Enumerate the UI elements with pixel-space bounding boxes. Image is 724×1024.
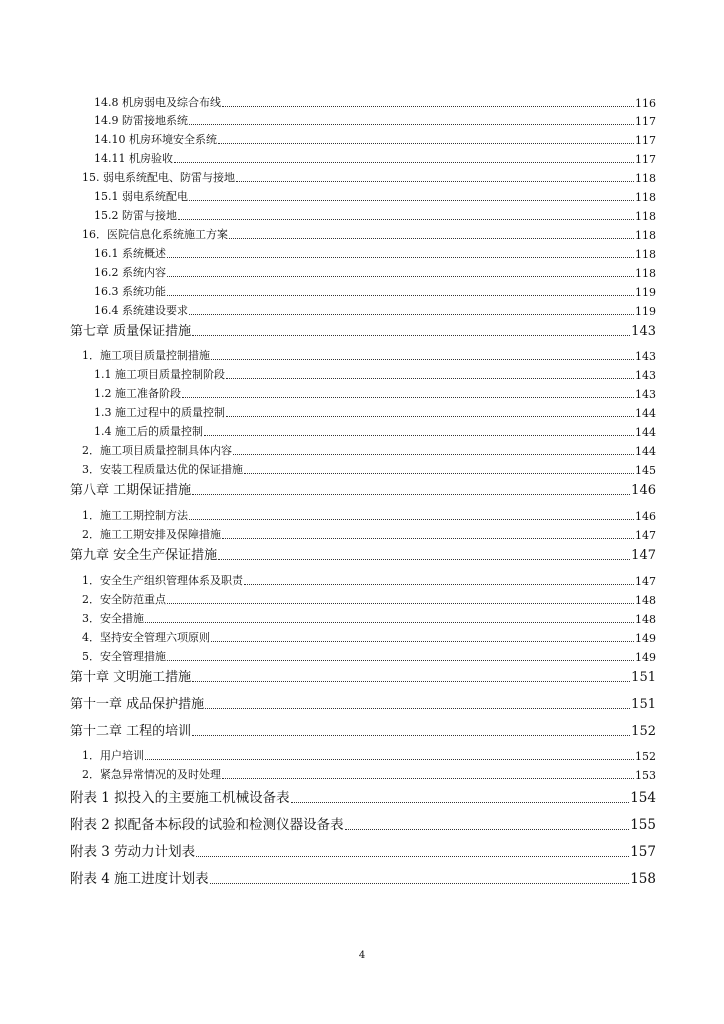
toc-entry[interactable] [94, 283, 656, 299]
toc-entry-title: 1.4 施工后的质量控制 [94, 425, 203, 438]
toc-entry[interactable] [70, 867, 656, 887]
toc-entry[interactable] [82, 591, 656, 607]
toc-entry-page: 118 [635, 267, 656, 280]
leader-dots [167, 257, 634, 258]
toc-entry-title: 14.9 防雷接地系统 [94, 114, 188, 127]
toc-entry-title: 第十二章 工程的培训 [70, 724, 192, 739]
leader-dots [192, 681, 630, 682]
toc-entry[interactable] [94, 112, 656, 128]
toc-entry[interactable] [70, 840, 656, 860]
toc-entry-title: 第八章 工期保证措施 [70, 483, 192, 498]
leader-dots [244, 473, 634, 474]
leader-dots [345, 829, 630, 830]
leader-dots [222, 106, 634, 107]
toc-entry-page: 118 [635, 172, 656, 185]
toc-entry[interactable] [82, 526, 656, 542]
leader-dots [174, 162, 634, 163]
toc-entry-page: 118 [635, 229, 656, 242]
toc-entry-page: 143 [635, 388, 656, 401]
toc-entry-title: 1.1 施工项目质量控制阶段 [94, 368, 225, 381]
toc-entry-title: 16.1 系统概述 [94, 247, 166, 260]
toc-entry[interactable] [94, 207, 656, 223]
toc-entry-page: 149 [635, 651, 656, 664]
toc-entry-page: 145 [635, 464, 656, 477]
toc-entry-title: 15.2 防雷与接地 [94, 209, 177, 222]
toc-entry[interactable] [82, 507, 656, 523]
leader-dots [229, 238, 634, 239]
toc-entry-title: 1．施工工期控制方法 [82, 509, 188, 522]
leader-dots [211, 359, 634, 360]
leader-dots [182, 397, 634, 398]
toc-entry-title: 16.3 系统功能 [94, 285, 166, 298]
toc-entry-page: 118 [635, 248, 656, 261]
toc-entry[interactable] [94, 150, 656, 166]
toc-entry-title: 附表 4 施工进度计划表 [70, 871, 209, 887]
toc-entry[interactable] [94, 188, 656, 204]
leader-dots [189, 124, 634, 125]
leader-dots [222, 538, 634, 539]
toc-entry[interactable] [82, 648, 656, 664]
leader-dots [167, 295, 634, 296]
toc-entry[interactable] [82, 461, 656, 477]
toc-entry-page: 144 [635, 407, 656, 420]
leader-dots [192, 494, 630, 495]
leader-dots [167, 603, 634, 604]
toc-entry-page: 144 [635, 426, 656, 439]
toc-entry-title: 1．用户培训 [82, 749, 144, 762]
leader-dots [192, 335, 630, 336]
toc-entry[interactable] [94, 366, 656, 382]
toc-entry-title: 附表 1 拟投入的主要施工机械设备表 [70, 790, 290, 806]
toc-entry-title: 3．安全措施 [82, 612, 144, 625]
toc-entry-page: 119 [635, 305, 656, 318]
toc-entry[interactable] [82, 442, 656, 458]
leader-dots [233, 454, 634, 455]
toc-entry-page: 155 [630, 817, 656, 833]
toc-entry-page: 158 [630, 871, 656, 887]
leader-dots [167, 660, 634, 661]
toc-entry-page: 153 [635, 769, 656, 782]
toc-entry-title: 5．安全管理措施 [82, 650, 166, 663]
toc-entry[interactable] [70, 666, 656, 685]
toc-entry[interactable] [82, 169, 656, 185]
leader-dots [218, 143, 634, 144]
toc-entry-page: 147 [635, 529, 656, 542]
toc-entry-title: 第七章 质量保证措施 [70, 324, 192, 339]
toc-entry-page: 144 [635, 445, 656, 458]
toc-entry-page: 146 [631, 483, 656, 498]
toc-entry-page: 152 [635, 750, 656, 763]
toc-entry[interactable] [82, 572, 656, 588]
toc-entry-title: 3．安装工程质量达优的保证措施 [82, 463, 243, 476]
toc-entry-page: 119 [635, 286, 656, 299]
toc-entry[interactable] [82, 747, 656, 763]
toc-entry-title: 2．施工项目质量控制具体内容 [82, 444, 232, 457]
toc-entry[interactable] [70, 693, 656, 712]
toc-entry-title: 15. 弱电系统配电、防雷与接地 [82, 171, 235, 184]
toc-entry-page: 152 [631, 724, 656, 739]
toc-entry-title: 1.3 施工过程中的质量控制 [94, 406, 225, 419]
toc-entry[interactable] [70, 479, 656, 498]
leader-dots [192, 735, 630, 736]
leader-dots [178, 219, 634, 220]
toc-entry[interactable] [70, 813, 656, 833]
toc-entry[interactable] [82, 347, 656, 363]
leader-dots [189, 314, 634, 315]
leader-dots [189, 200, 634, 201]
toc-entry-title: 2．紧急异常情况的及时处理 [82, 768, 221, 781]
toc-entry[interactable] [94, 302, 656, 318]
toc-entry[interactable] [82, 766, 656, 782]
leader-dots [218, 559, 630, 560]
toc-entry-title: 附表 3 劳动力计划表 [70, 844, 196, 860]
toc-entry[interactable] [70, 320, 656, 339]
leader-dots [226, 416, 634, 417]
leader-dots [205, 708, 630, 709]
leader-dots [204, 435, 634, 436]
toc-entry-page: 143 [635, 369, 656, 382]
leader-dots [167, 276, 634, 277]
leader-dots [226, 378, 634, 379]
toc-entry-page: 157 [630, 844, 656, 860]
toc-entry-title: 4．坚持安全管理六项原则 [82, 631, 210, 644]
toc-entry-title: 14.10 机房环境安全系统 [94, 133, 217, 146]
toc-entry-page: 116 [635, 97, 656, 110]
toc-entry[interactable] [70, 720, 656, 739]
toc-entry-title: 1.2 施工准备阶段 [94, 387, 181, 400]
toc-entry[interactable] [94, 404, 656, 420]
toc-entry[interactable] [94, 245, 656, 261]
toc-entry-page: 147 [631, 548, 656, 563]
toc-entry-page: 118 [635, 210, 656, 223]
leader-dots [222, 778, 634, 779]
toc-entry-page: 147 [635, 575, 656, 588]
leader-dots [145, 759, 634, 760]
toc-entry[interactable] [94, 264, 656, 280]
toc-entry-title: 16．医院信息化系统施工方案 [82, 228, 228, 241]
toc-entry-page: 151 [631, 697, 656, 712]
toc-entry-page: 148 [635, 613, 656, 626]
toc-entry[interactable] [82, 610, 656, 626]
toc-entry-page: 143 [631, 324, 656, 339]
leader-dots [236, 181, 634, 182]
toc-entry-title: 15.1 弱电系统配电 [94, 190, 188, 203]
leader-dots [196, 856, 629, 857]
leader-dots [211, 641, 634, 642]
leader-dots [145, 622, 634, 623]
toc-entry-title: 16.2 系统内容 [94, 266, 166, 279]
toc-entry[interactable] [94, 94, 656, 110]
toc-entry-title: 1．施工项目质量控制措施 [82, 349, 210, 362]
toc-entry-title: 第十一章 成品保护措施 [70, 697, 205, 712]
toc-entry-page: 148 [635, 594, 656, 607]
leader-dots [244, 584, 634, 585]
toc-entry[interactable] [82, 629, 656, 645]
toc-entry-title: 附表 2 拟配备本标段的试验和检测仪器设备表 [70, 817, 344, 833]
toc-entry-page: 117 [635, 153, 656, 166]
toc-entry[interactable] [82, 226, 656, 242]
toc-entry-title: 14.8 机房弱电及综合布线 [94, 96, 221, 109]
toc-entry-page: 151 [631, 670, 656, 685]
toc-entry-page: 143 [635, 350, 656, 363]
toc-entry-title: 2．施工工期安排及保障措施 [82, 528, 221, 541]
toc-entry-title: 14.11 机房验收 [94, 152, 173, 165]
toc-entry-title: 2．安全防范重点 [82, 593, 166, 606]
toc-entry[interactable] [70, 786, 656, 806]
leader-dots [291, 802, 630, 803]
toc-entry-page: 117 [635, 115, 656, 128]
toc-entry-title: 1．安全生产组织管理体系及职责 [82, 574, 243, 587]
toc-entry-page: 149 [635, 632, 656, 645]
leader-dots [189, 519, 634, 520]
leader-dots [210, 883, 630, 884]
page-number: 4 [358, 950, 366, 961]
toc-entry-page: 118 [635, 191, 656, 204]
toc-entry-title: 第九章 安全生产保证措施 [70, 548, 218, 563]
toc-entry[interactable] [70, 544, 656, 563]
toc-entry-title: 16.4 系统建设要求 [94, 304, 188, 317]
toc-entry-title: 第十章 文明施工措施 [70, 670, 192, 685]
toc-entry[interactable] [94, 131, 656, 147]
toc-entry[interactable] [94, 423, 656, 439]
toc-entry-page: 146 [635, 510, 656, 523]
toc-entry-page: 154 [630, 790, 656, 806]
toc-entry-page: 117 [635, 134, 656, 147]
toc-entry[interactable] [94, 385, 656, 401]
